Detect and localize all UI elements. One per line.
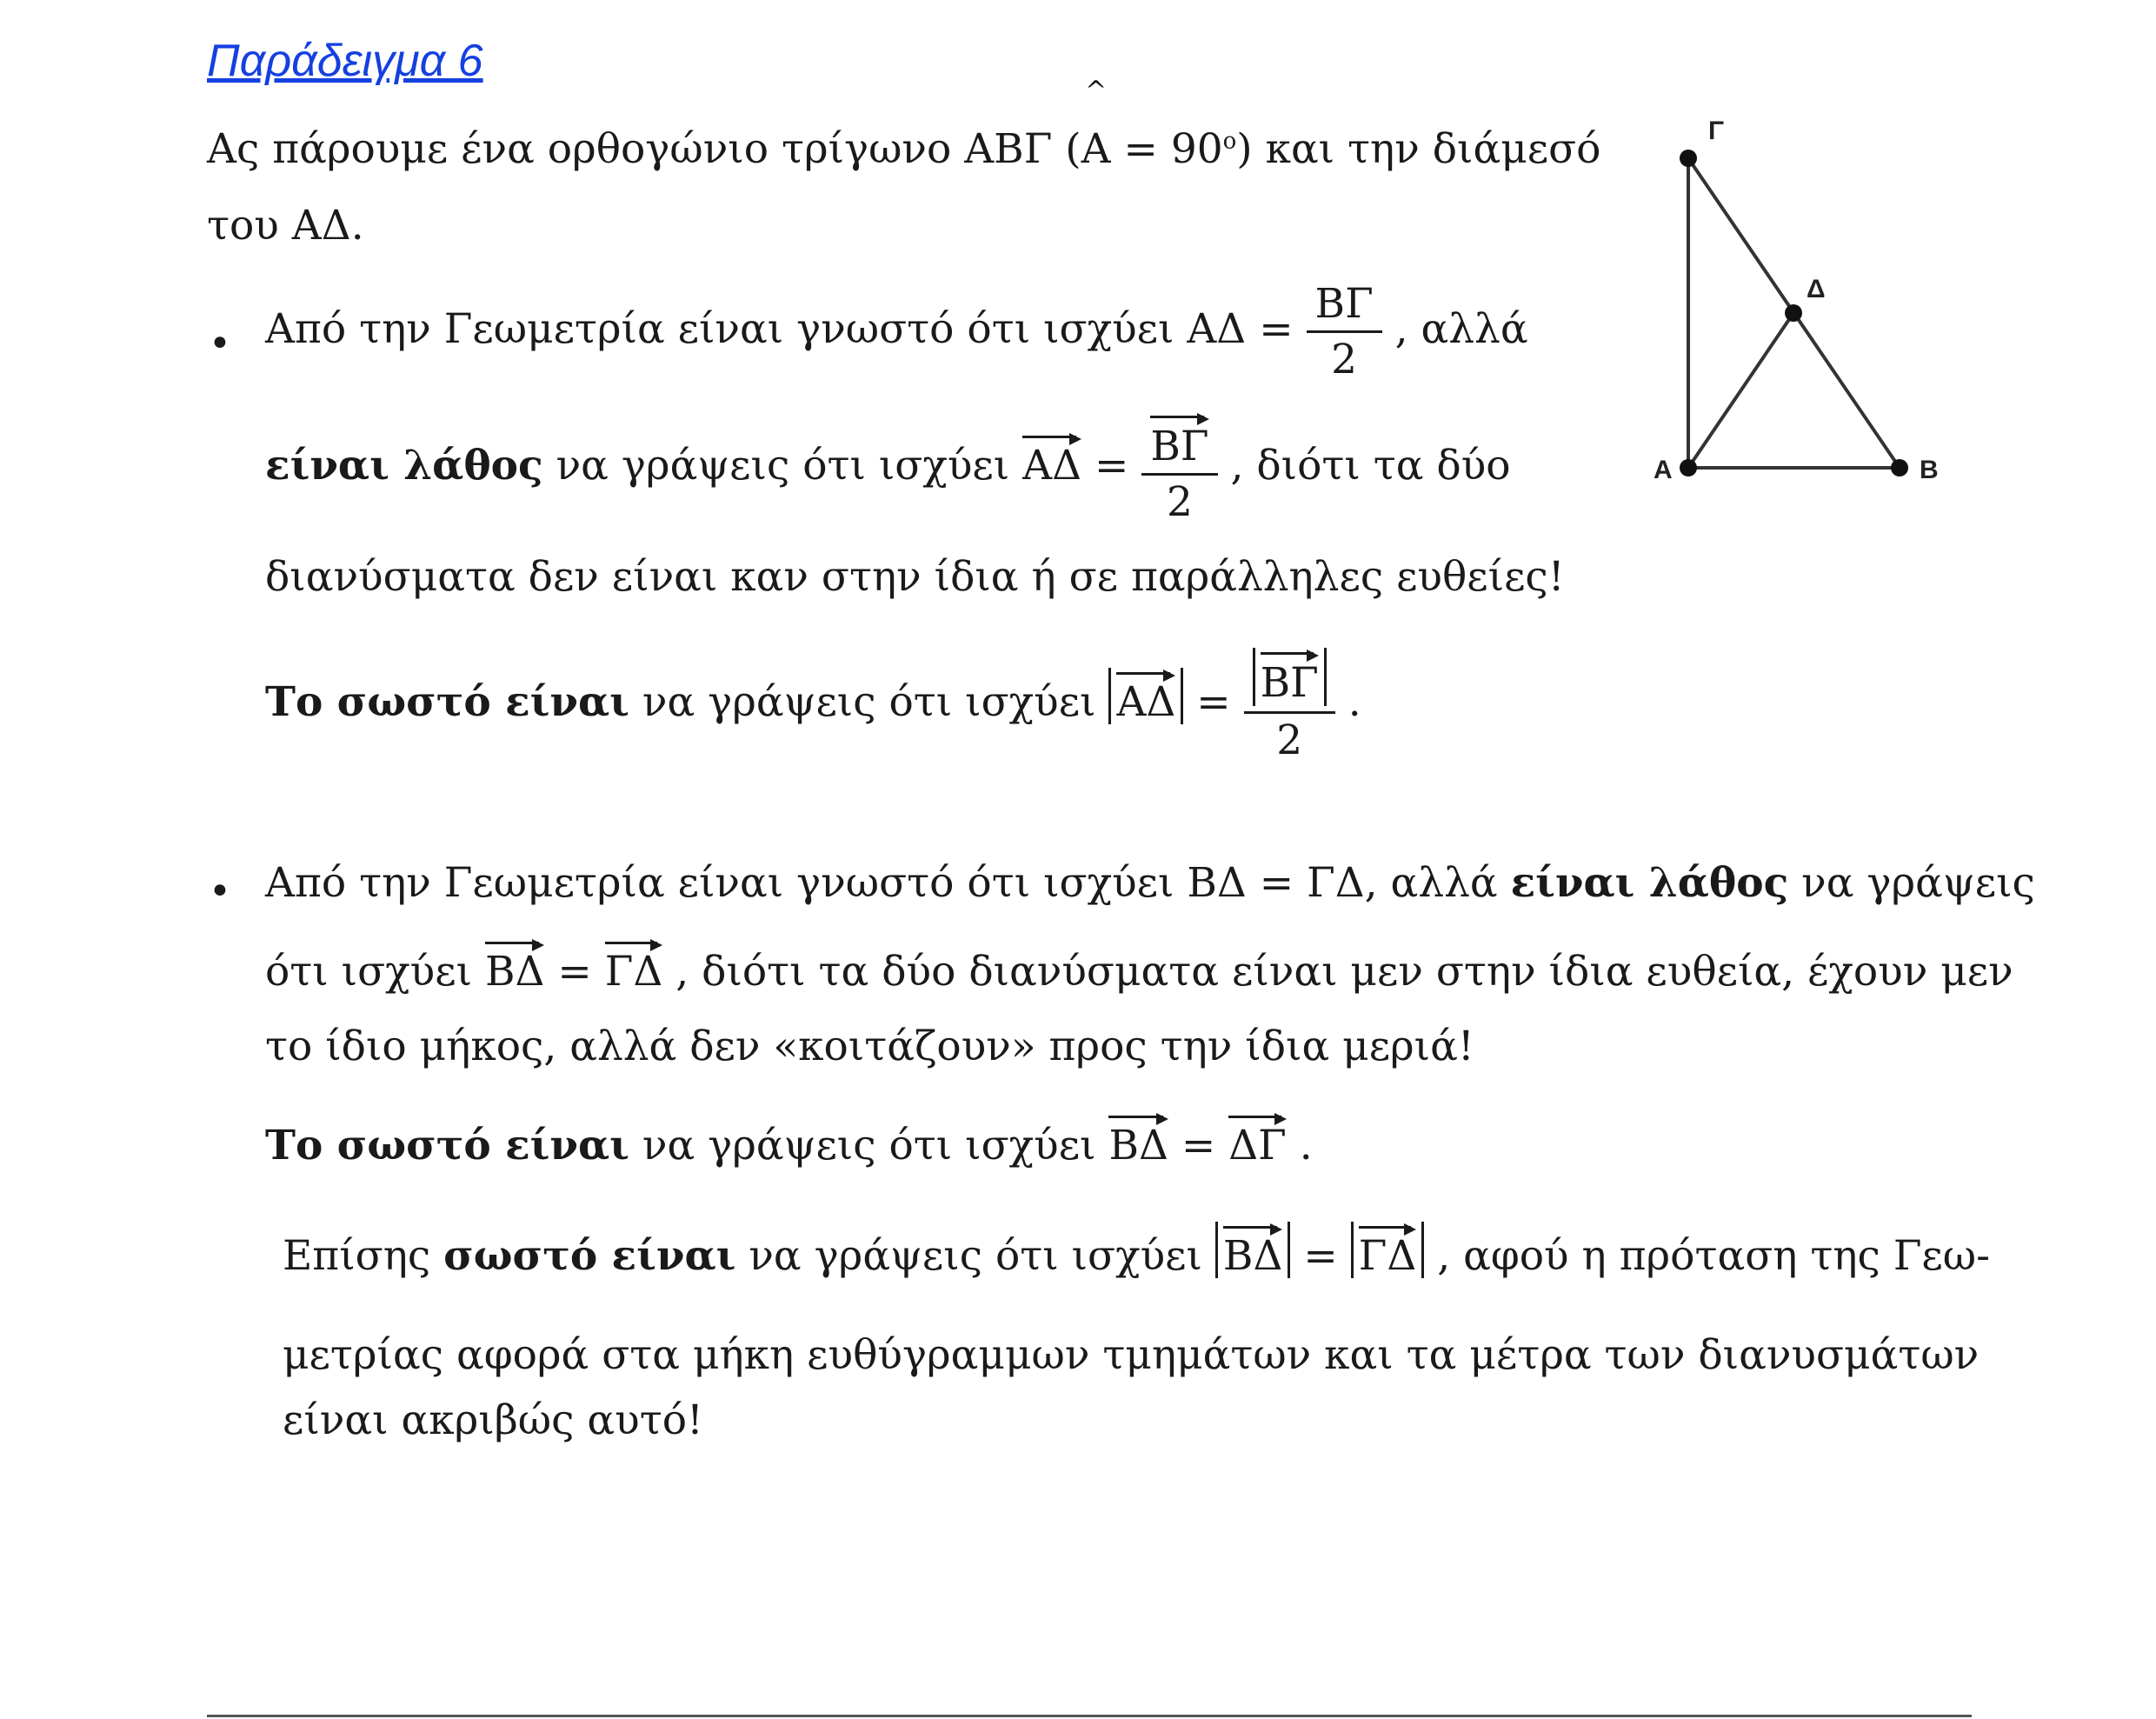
bullet-1-line-2 — [265, 413, 1511, 527]
bold-correct: Το σωστό είναι — [265, 1122, 629, 1169]
b2-l5-text-c: , αφού η πρόταση της Γεω- — [1437, 1232, 1990, 1280]
point-D — [1785, 304, 1802, 322]
bullet-2-line-6: μετρίας αφορά στα μήκη ευθύγραμμων τμημάτων και τα μέτρα των διανυσμάτων — [283, 1331, 1980, 1379]
fraction-BG-over-2 — [1307, 280, 1382, 384]
angle-value: = 90 — [1123, 125, 1223, 173]
vector-GD: ΓΔ — [605, 939, 663, 992]
degree-mark: ο — [1222, 128, 1237, 155]
vector-BD: ΒΔ — [1223, 1223, 1282, 1276]
frac-bar — [1141, 473, 1217, 476]
bold-correct: σωστό είναι — [443, 1232, 736, 1280]
abs-vector-AD — [1108, 668, 1183, 724]
b1-l2-end: , διότι τα δύο — [1230, 441, 1511, 490]
bullet-2-marker: • — [209, 869, 231, 914]
frac-bar — [1307, 330, 1382, 333]
label-A: Α — [1654, 456, 1673, 484]
equals: = — [1303, 1232, 1338, 1280]
bullet-2-line-5 — [283, 1222, 1990, 1278]
b1-l2-text: να γράψεις ότι ισχύει — [556, 441, 1010, 490]
intro-line-2: του ΑΔ. — [207, 202, 364, 250]
point-A — [1680, 459, 1697, 476]
bullet-2-line-2 — [265, 939, 2013, 996]
fraction-absBG-over-2 — [1244, 648, 1335, 763]
angle-A — [1081, 76, 1111, 173]
vector-BG: ΒΓ — [1261, 650, 1319, 704]
frac-num: ΒΓ — [1314, 280, 1374, 328]
bullet-1-line-3: διανύσματα δεν είναι καν στην ίδια ή σε παράλληλες ευθείες! — [265, 553, 1565, 601]
vector-DG: ΔΓ — [1228, 1113, 1287, 1166]
equals: = — [1095, 441, 1129, 490]
angle-hat: ^ — [1084, 76, 1108, 106]
footer-rule — [207, 1715, 1972, 1717]
period: . — [1299, 1122, 1313, 1169]
bullet-2-line-7: είναι ακριβώς αυτό! — [283, 1396, 703, 1444]
intro-line-1 — [207, 76, 1601, 173]
bold-wrong: είναι λάθος — [265, 441, 543, 490]
abs-vector-BD — [1215, 1222, 1290, 1278]
bullet-1-line-1 — [265, 280, 1528, 384]
vector-BG: ΒΓ — [1150, 413, 1208, 468]
abs-vector-GD — [1351, 1222, 1425, 1278]
b2-text-b: να γράψεις — [1801, 859, 2035, 907]
label-B: Β — [1920, 456, 1939, 484]
equals: = — [557, 948, 592, 996]
label-G: Γ — [1708, 117, 1725, 145]
bullet-2-line-4 — [265, 1113, 1313, 1169]
intro-text-b: ) και την διάμεσό — [1236, 125, 1601, 173]
point-G — [1680, 150, 1697, 167]
b1-text-b: , αλλά — [1394, 304, 1528, 353]
vector-GD: ΓΔ — [1359, 1223, 1417, 1276]
b2-l2-text: ότι ισχύει — [265, 948, 473, 996]
angle-letter: Α — [1081, 125, 1111, 173]
b2-l4-text: να γράψεις ότι ισχύει — [642, 1122, 1096, 1169]
bold-wrong: είναι λάθος — [1510, 859, 1789, 907]
equals: = — [1181, 1122, 1216, 1169]
point-B — [1891, 459, 1908, 476]
triangle-figure — [1634, 104, 2000, 504]
frac-bar — [1244, 711, 1335, 714]
vector-AD: ΑΔ — [1022, 433, 1081, 486]
equals: = — [1196, 677, 1231, 726]
bold-correct: Το σωστό είναι — [265, 677, 629, 726]
bullet-2-line-1 — [265, 859, 2035, 907]
period: . — [1348, 677, 1361, 726]
b2-text-a: Από την Γεωμετρία είναι γνωστό ότι ισχύει ΒΔ = ΓΔ, αλλά — [265, 859, 1498, 907]
label-D: Δ — [1807, 275, 1826, 303]
frac-den: 2 — [1276, 716, 1303, 765]
intro-text-a: Ας πάρουμε ένα ορθογώνιο τρίγωνο ΑΒΓ ( — [207, 125, 1081, 173]
vector-AD: ΑΔ — [1116, 670, 1175, 723]
b1-text-a: Από την Γεωμετρία είναι γνωστό ότι ισχύει ΑΔ = — [265, 304, 1294, 353]
bullet-1-marker: • — [209, 322, 231, 366]
b2-l5-text-b: να γράψεις ότι ισχύει — [749, 1232, 1202, 1280]
fraction-vecBG-over-2 — [1141, 413, 1217, 527]
b2-l5-text-a: Επίσης — [283, 1232, 431, 1280]
abs-vector-BG — [1253, 648, 1327, 706]
vector-BD: ΒΔ — [1108, 1113, 1168, 1166]
median-AD — [1688, 313, 1793, 468]
frac-den: 2 — [1331, 336, 1358, 384]
example-title[interactable]: Παράδειγμα 6 — [207, 36, 483, 86]
frac-den: 2 — [1166, 478, 1193, 527]
b2-l2-end: , διότι τα δύο διανύσματα είναι μεν στην ίδια ευθεία, έχουν μεν — [675, 948, 2013, 996]
bullet-1-line-4 — [265, 648, 1361, 763]
vector-BD: ΒΔ — [485, 939, 544, 992]
b1-l4-text: να γράψεις ότι ισχύει — [642, 677, 1096, 726]
bullet-2-line-3: το ίδιο μήκος, αλλά δεν «κοιτάζουν» προς την ίδια μεριά! — [265, 1023, 1474, 1070]
